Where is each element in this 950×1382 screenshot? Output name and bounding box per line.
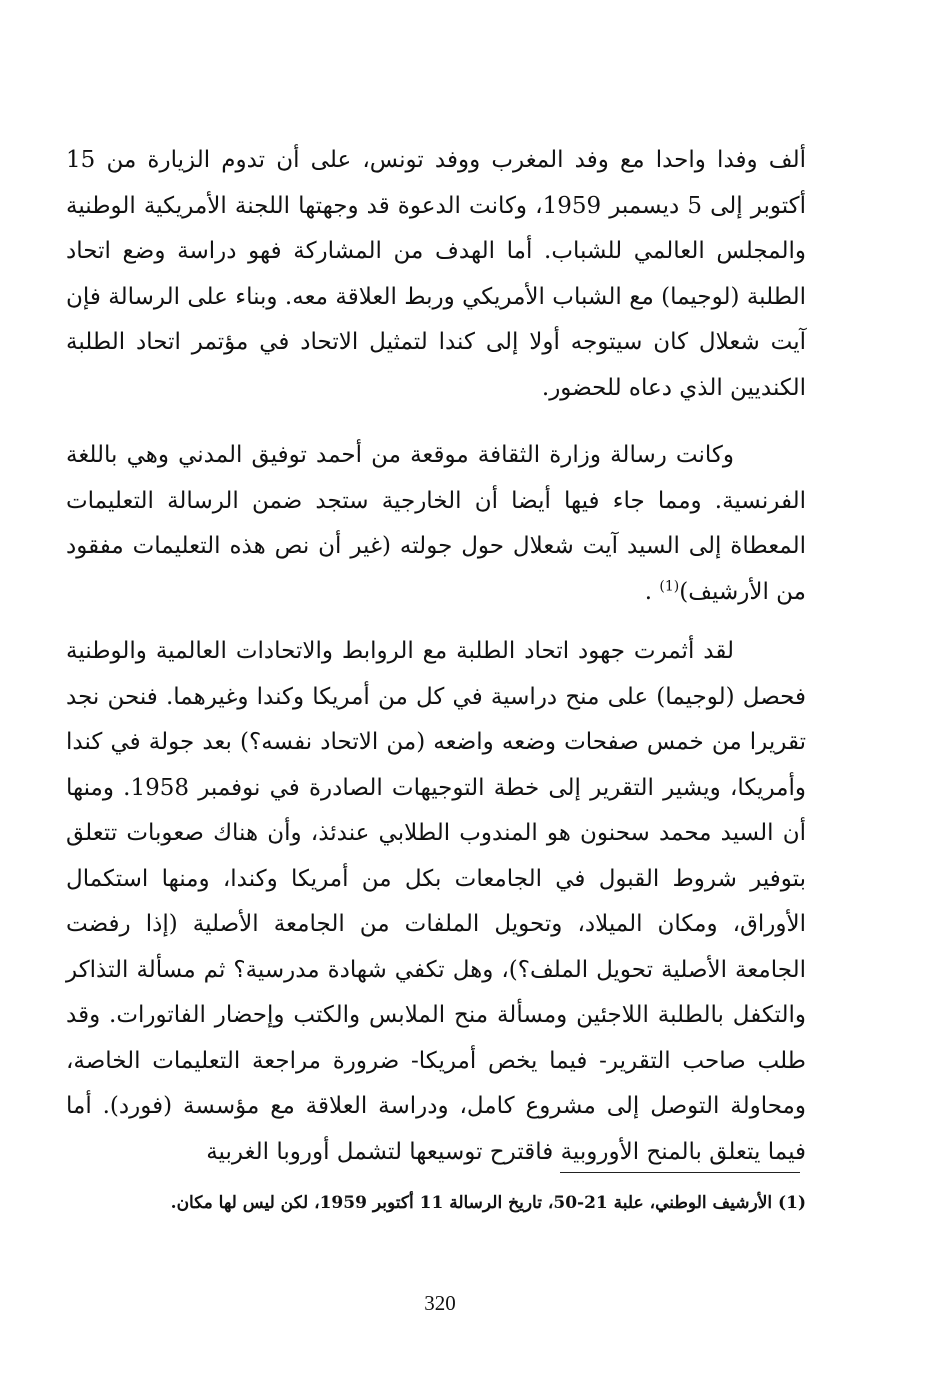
paragraph-2-text — [66, 433, 806, 615]
paragraph-3 — [66, 629, 806, 1175]
page-number: 320 — [424, 1291, 456, 1315]
paragraph-2-end: . — [644, 578, 660, 605]
paragraph-1-text: ألف وفدا واحدا مع وفد المغرب ووفد تونس، على أن تدوم الزيارة من 15 أكتوبر إلى 5 ديسمبر 1959، وكانت الدعوة قد وجهتها اللجنة الأمريكية الوطنية والمجلس العالمي للشباب. أما الهدف من المشاركة فهو دراسة وضع اتحاد الطلبة (لوجيما) مع الشباب الأمريكي وربط العلاقة معه. وبناء على الرسالة فإن آيت شعلال كان سيتوجه أولا إلى كندا لتمثيل الاتحاد في مؤتمر اتحاد الطلبة الكنديين الذي دعاه للحضور. — [66, 147, 807, 401]
paragraph-2-body: وكانت رسالة وزارة الثقافة موقعة من أحمد توفيق المدني وهي باللغة الفرنسية. ومما جاء فيها أيضا أن الخارجية ستجد ضمن الرسالة التعليمات المعطاة إلى السيد آيت شعلال حول جولته (غير أن نص هذه التعليمات مفقود من الأرشيف) — [66, 442, 806, 605]
footnote-divider — [560, 1172, 800, 1173]
footnote: (1) الأرشيف الوطني، علبة 21-50، تاريخ الرسالة 11 أكتوبر 1959، لكن ليس لها مكان. — [170, 1193, 806, 1213]
paragraph-1 — [66, 138, 806, 411]
paragraph-2 — [66, 433, 806, 615]
paragraph-3-text: لقد أثمرت جهود اتحاد الطلبة مع الروابط والاتحادات العالمية والوطنية فحصل (لوجيما) على منح دراسية في كل من أمريكا وكندا وغيرهما. فنحن نجد تقريرا من خمس صفحات وضعه واضعه (من الاتحاد نفسه؟) بعد جولة في كندا وأمريكا، ويشير التقرير إلى خطة التوجيهات الصادرة في نوفمبر 1958. ومنها أن السيد محمد سحنون هو المندوب الطلابي عندئذ، وأن هناك صعوبات تتعلق بتوفير شروط القبول في الجامعات بكل من أمريكا وكندا، ومنها استكمال الأوراق، ومكان الميلاد، وتحويل الملفات من الجامعة الأصلية (إذا رفضت الجامعة الأصلية تحويل الملف؟)، وهل تكفي شهادة مدرسية؟ ثم مسألة التذاكر والتكفل بالطلبة اللاجئين ومسألة منح الملابس والكتب وإحضار الفاتورات. وقد طلب صاحب التقرير- فيما يخص أمريكا- ضرورة مراجعة التعليمات الخاصة، ومحاولة التوصل إلى مشروع كامل، ودراسة العلاقة مع مؤسسة (فورد). أما فيما يتعلق بالمنح الأوروبية فاقترح توسيعها لتشمل أوروبا الغربية — [66, 638, 806, 1165]
footnote-reference: (1) — [659, 577, 680, 594]
